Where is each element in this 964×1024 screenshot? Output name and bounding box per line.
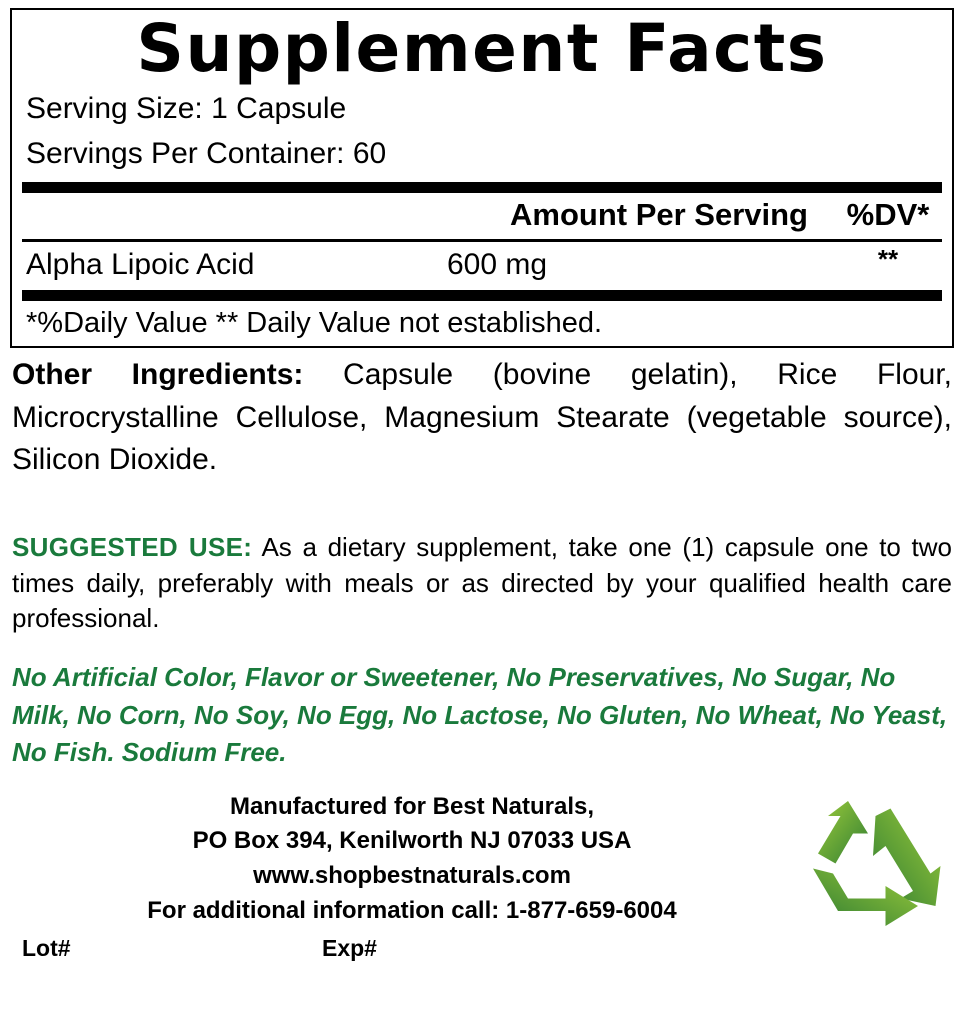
suggested-use <box>10 530 954 638</box>
other-ingredients <box>10 354 954 482</box>
daily-value-header: %DV* <box>846 196 930 232</box>
facts-table-header <box>22 193 942 239</box>
divider-thick-top <box>22 182 942 193</box>
address-line: PO Box 394, Kenilworth NJ 07033 USA <box>192 827 632 855</box>
lot-label: Lot# <box>22 934 71 961</box>
ingredient-daily-value: ** <box>877 243 899 274</box>
suggested-use-label: SUGGESTED USE: <box>12 531 253 562</box>
manufactured-for-line: Manufactured for Best Naturals, <box>229 792 595 820</box>
lot-exp-row <box>10 935 954 962</box>
website-line[interactable]: www.shopbestnaturals.com <box>253 862 571 890</box>
servings-per-container-text: Servings Per Container: 60 <box>26 136 387 170</box>
free-from-claims: No Artificial Color, Flavor or Sweetener, No Preservatives, No Sugar, No Milk, No Corn, No Soy, No Egg, No Lactose, No Gluten, No Wheat, No Yeast, No Fish. Sodium Free. <box>12 662 948 768</box>
supplement-facts-panel <box>10 8 954 348</box>
divider-thick-bottom <box>22 290 942 301</box>
footer <box>10 790 954 960</box>
other-ingredients-label: Other Ingredients: <box>12 357 304 391</box>
ingredient-name: Alpha Lipoic Acid <box>26 247 255 281</box>
phone-line: For additional information call: 1-877-659-6004 <box>147 897 677 925</box>
exp-label: Exp# <box>322 934 377 961</box>
supplement-facts-title: Supplement Facts <box>136 10 828 87</box>
recycle-icon <box>798 790 948 932</box>
suggested-use-text: As a dietary supplement, take one (1) capsule one to two times daily, preferably with meals or as directed by your qualified health care professional. <box>12 531 952 634</box>
serving-size-text: Serving Size: 1 Capsule <box>26 91 347 125</box>
other-ingredients-text: Capsule (bovine gelatin), Rice Flour, Microcrystalline Cellulose, Magnesium Stearate (vegetable source), Silicon Dioxide. <box>12 357 952 477</box>
ingredient-amount: 600 mg <box>446 247 548 281</box>
amount-per-serving-header: Amount Per Serving <box>510 196 808 232</box>
daily-value-footnote: *%Daily Value ** Daily Value not established. <box>26 306 603 339</box>
table-row <box>22 242 942 290</box>
